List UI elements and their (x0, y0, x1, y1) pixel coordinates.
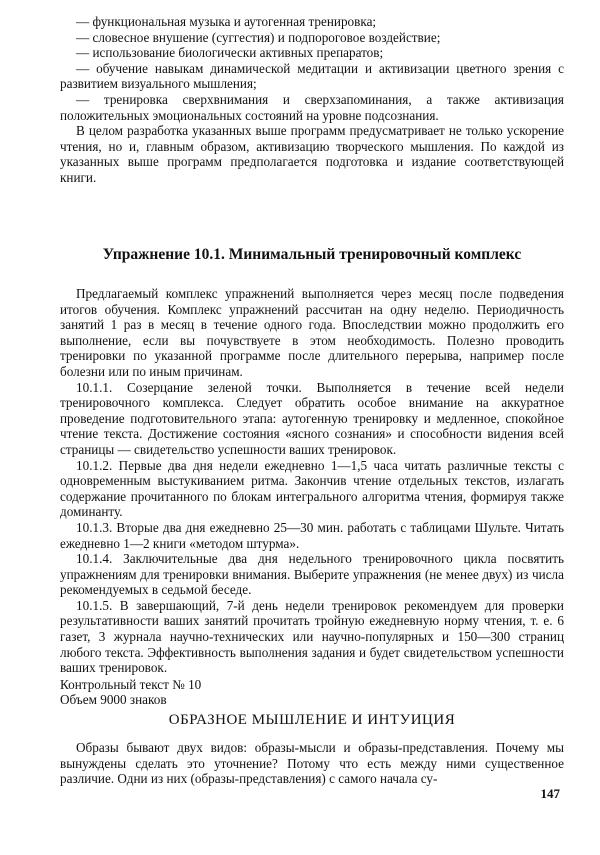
exercise-body (60, 286, 564, 708)
volume-label: Объем 9000 знаков (60, 692, 167, 708)
control-text-label: Контрольный текст № 10 (60, 676, 202, 692)
paragraph: В целом разработка указанных выше программ предусматривает не только ускорение чтения, но и, главным образом, активизацию творческого мышления. По каждой из указанных выше программ предполагается подготовка и издание соответствующей книги. (60, 123, 564, 185)
paragraph: 10.1.1. Созерцание зеленой точки. Выполняется в течение всей недели тренировочного комплекса. Следует обратить особое внимание на аккуратное проведение подготовительного этапа: аутогенную тренировку и медленное, спокойное чтение текста. Достижение состояния «ясного сознания» и способности видения всей страницы — свидетельство успешности ваших тренировок. (60, 379, 564, 457)
list-item: — тренировка сверхвнимания и сверхзапоминания, а также активизация положительных эмоциональных состояний на уровне подсознания. (60, 91, 564, 123)
list-item: — обучение навыкам динамической медитации и активизации цветного зрения с развитием визуального мышления; (60, 60, 564, 92)
section-heading: ОБРАЗНОЕ МЫШЛЕНИЕ И ИНТУИЦИЯ (168, 712, 456, 728)
list-item: — словесное внушение (суггестия) и подпороговое воздействие; (76, 29, 441, 45)
exercise-heading: Упражнение 10.1. Минимальный тренировочный комплекс (102, 246, 522, 263)
list-item: — использование биологически активных препаратов; (76, 45, 384, 61)
paragraph: Предлагаемый комплекс упражнений выполняется через месяц после подведения итогов обучения. Комплекс упражнений рассчитан на одну неделю. Периодичность занятий 1 раз в месяц в течение одного года. Впоследствии можно продолжить его выполнение, если вы почувствуете в этом необходимость. Полезно проводить тренировки по указанной программе после длительного перерыва, например после болезни или по иным причинам. (60, 286, 564, 379)
paragraph: 10.1.5. В завершающий, 7-й день недели тренировок рекомендуем для проверки результативности ваших занятий прочитать тройную ежедневную норму чтения, т. е. 6 газет, 3 журнала научно-технических или научно-популярных и 150—300 страниц любого текста. Эффективность выполнения задания и будет свидетельством успешности ваших тренировок. (60, 597, 564, 676)
paragraph: Образы бывают двух видов: образы-мысли и образы-представления. Почему мы вынуждены сделать это уточнение? Потому что есть между ними существенное различие. Одни из них (образы-представления) с самого начала су- (60, 740, 564, 787)
list-item: — функциональная музыка и аутогенная тренировка; (76, 14, 377, 29)
page-number: 147 (540, 786, 560, 801)
method-list (60, 14, 564, 186)
section-body (60, 740, 564, 787)
paragraph: 10.1.4. Заключительные два дня недельного тренировочного цикла посвятить упражнениям для тренировки внимания. Выберите упражнения (не менее двух) из числа рекомендуемых в седьмой беседе. (60, 551, 564, 598)
paragraph: 10.1.3. Вторые два дня ежедневно 25—30 мин. работать с таблицами Шульте. Читать ежедневно 1—2 книги «методом штурма». (60, 519, 564, 551)
paragraph: 10.1.2. Первые два дня недели ежедневно 1—1,5 часа читать различные тексты с одновременным выстукиванием ритма. Закончив чтение отдельных текстов, излагать содержание прочитанного по блокам интегрального алгоритма чтения, формируя также доминанту. (60, 457, 564, 520)
